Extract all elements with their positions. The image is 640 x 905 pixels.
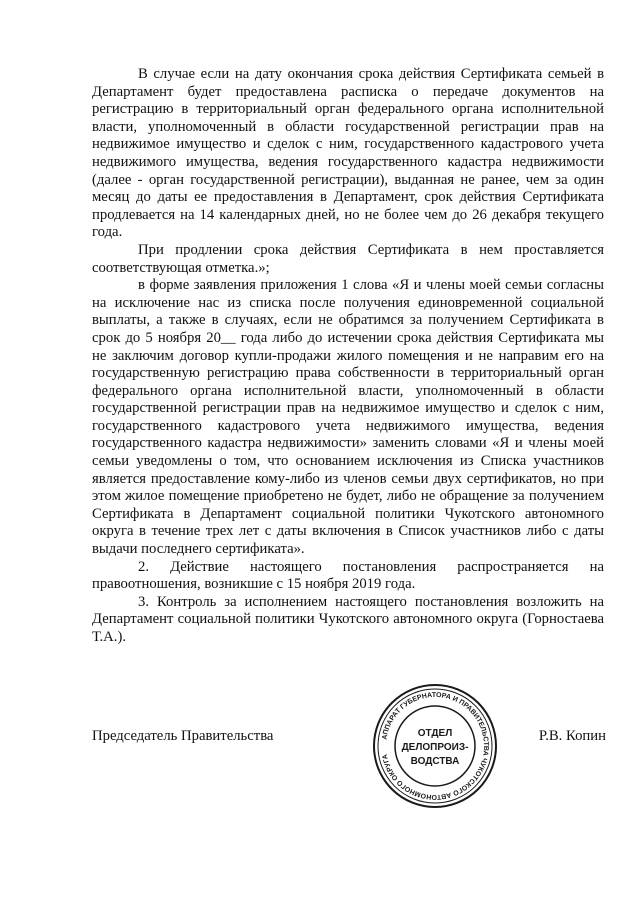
signature-position: Председатель Правительства bbox=[92, 728, 274, 744]
paragraph-certificate-mark: При продлении срока действия Сертификата в нем проставляется соответствующая отметка.»; bbox=[92, 241, 604, 276]
paragraph-application-form: в форме заявления приложения 1 слова «Я и члены моей семьи согласны на исключение нас из списка после получения единовременной социальной выплаты, а также в случаях, если не обратимся за получением Сертификата в срок до 5 ноября 20__ года либо до истечении срока действия Сертификата мы не заключим договор купли-продажи жилого помещения и не направим его на государственную регистрацию права собственности в территориальный орган федерального органа исполнительной власти, уполномоченный в области государственной регистрации прав на недвижимое имущество и сделок с ним, государственного кадастрового учета недвижимого имущества, ведения государственного кадастра недвижимости» заменить словами «Я и члены моей семьи уведомлены о том, что основанием исключения из Списка участников является предоставление кому-либо из членов семьи двух сертификатов, но при этом жилое помещение приобретено не будет, либо не обращение за получением Сертификата в Департамент социальной политики Чукотского автономного округа в течение трех лет с даты включения в Список участников либо с даты выдачи последнего сертификата». bbox=[92, 277, 604, 558]
stamp-ring-text: АППАРАТ ГУБЕРНАТОРА И ПРАВИТЕЛЬСТВА ЧУКОТСКОГО АВТОНОМНОГО ОКРУГА bbox=[381, 691, 490, 801]
document-body bbox=[92, 66, 604, 647]
paragraph-control: 3. Контроль за исполнением настоящего постановления возложить на Департамент социальной политики Чукотского автономного округа (Горностаева Т.А.). bbox=[92, 593, 604, 645]
signature-name: Р.В. Копин bbox=[538, 728, 606, 744]
paragraph-effective-date: 2. Действие настоящего постановления распространяется на правоотношения, возникшие с 15 ноября 2019 года. bbox=[92, 558, 604, 593]
official-stamp bbox=[371, 682, 499, 810]
stamp-line-1: ОТДЕЛ bbox=[417, 728, 453, 739]
stamp-line-3: ВОДСТВА bbox=[410, 756, 460, 767]
stamp-line-2: ДЕЛОПРОИЗ- bbox=[401, 742, 469, 753]
paragraph-extension-term: В случае если на дату окончания срока действия Сертификата семьей в Департамент будет предоставлена расписка о передаче документов на регистрацию в территориальный орган федерального органа исполнительной власти, уполномоченный в области государственной регистрации прав на недвижимое имущество и сделок с ним, государственного кадастрового учета недвижимого имущества, ведения государственного кадастра недвижимости (далее - орган государственной регистрации), выданная не ранее, чем за один месяц до даты ее предоставления в Департамент, срок действия Сертификата продлевается на 14 календарных дней, но не более чем до 26 декабря текущего года. bbox=[92, 66, 604, 241]
